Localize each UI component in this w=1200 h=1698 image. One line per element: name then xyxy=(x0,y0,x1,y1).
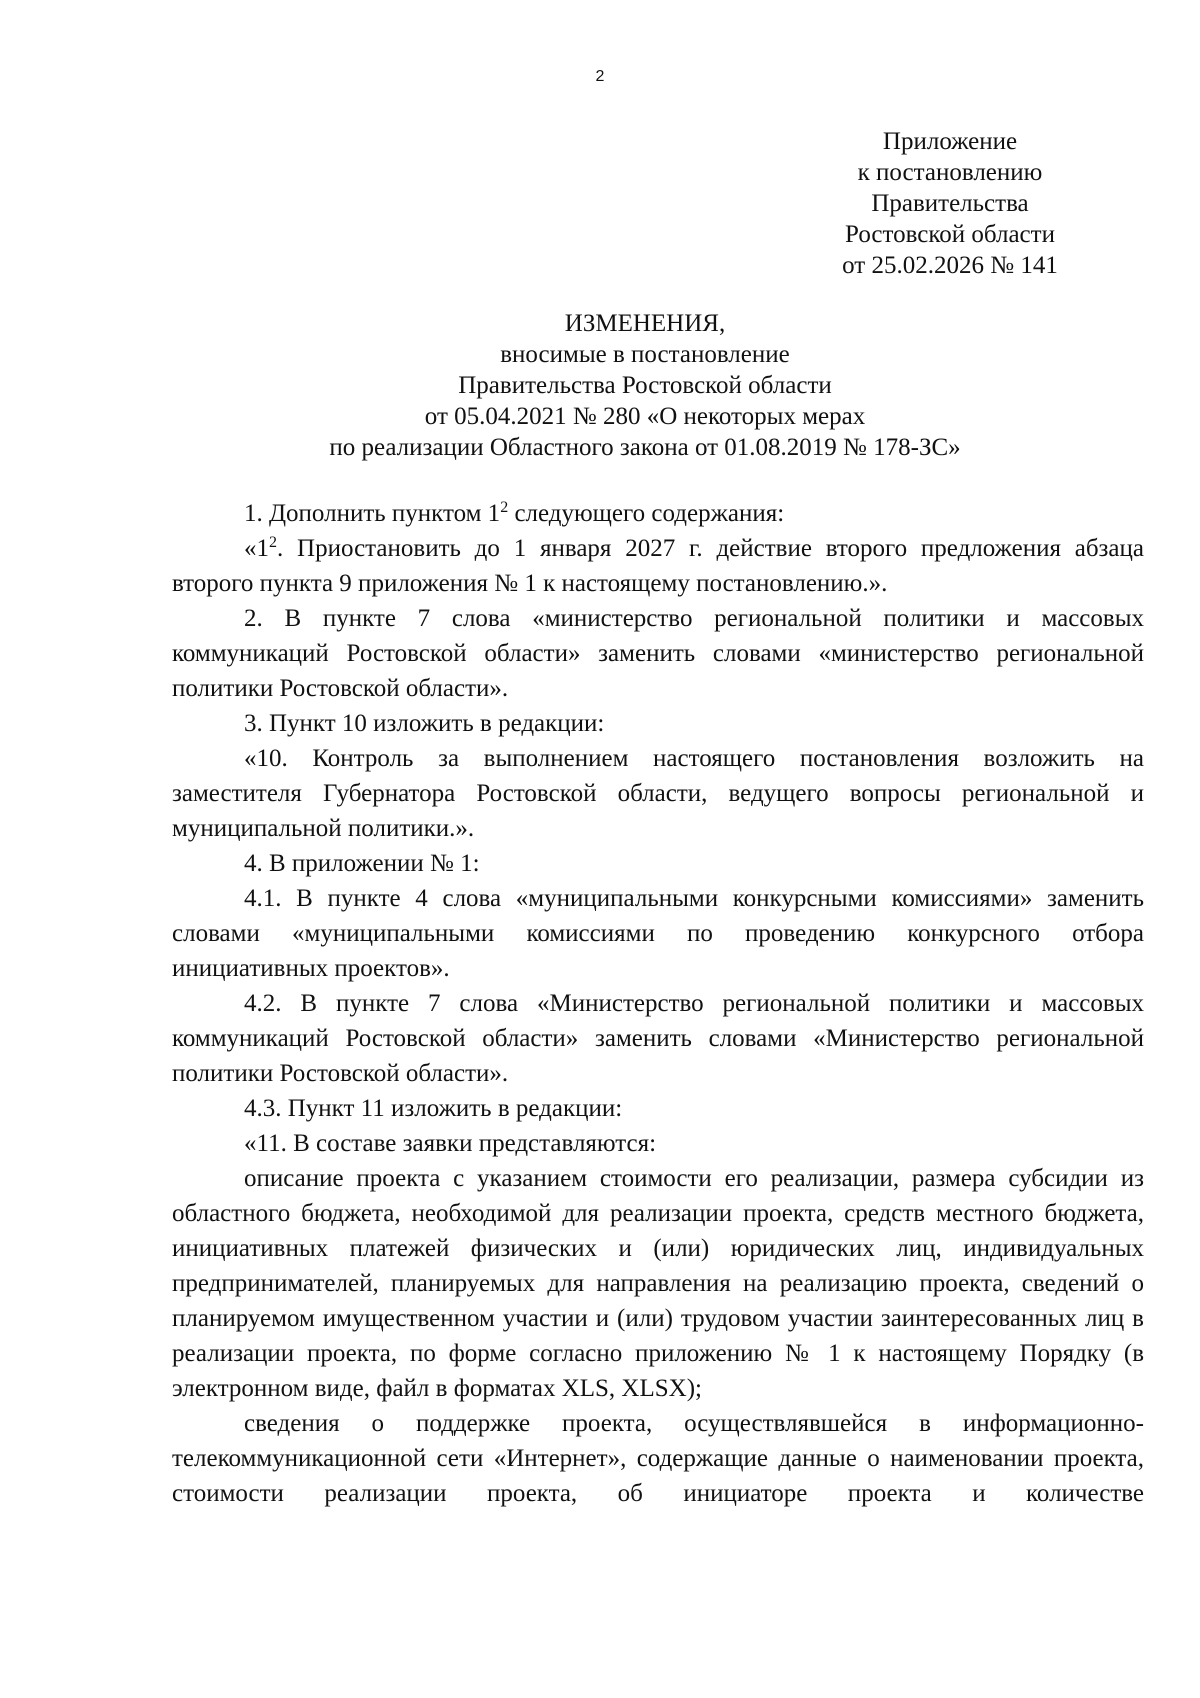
paragraph-text: «1 xyxy=(244,535,269,562)
paragraph-item-4-3: 4.3. Пункт 11 изложить в редакции: xyxy=(244,1095,623,1122)
appendix-line: Ростовской области xyxy=(845,221,1055,248)
paragraph-item-11-heading: «11. В составе заявки представляются: xyxy=(244,1130,657,1157)
appendix-line: от 25.02.2026 № 141 xyxy=(842,252,1058,279)
appendix-header xyxy=(830,126,1070,281)
document-title xyxy=(0,308,1200,463)
appendix-line: Приложение xyxy=(882,128,1018,155)
title-line: Правительства Ростовской области xyxy=(458,372,832,399)
paragraph-item-1 xyxy=(172,496,1144,531)
page-number: 2 xyxy=(595,68,605,85)
paragraph-text: 1. Дополнить пунктом 1 xyxy=(244,500,501,527)
appendix-line: Правительства xyxy=(871,190,1029,217)
paragraph-item-4: 4. В приложении № 1: xyxy=(244,850,480,877)
paragraph-item-11-support: сведения о поддержке проекта, осуществлявшейся в информационно-телекоммуникационной сети «Интернет», содержащие данные о наименовании проекта, стоимости реализации проекта, об инициаторе проекта и количестве xyxy=(172,1410,1144,1507)
paragraph-item-3-text: «10. Контроль за выполнением настоящего постановления возложить на заместителя Губернатора Ростовской области, ведущего вопросы региональной и муниципальной политики.». xyxy=(172,745,1144,842)
title-line: вносимые в постановление xyxy=(500,341,790,368)
paragraph-item-4-2: 4.2. В пункте 7 слова «Министерство региональной политики и массовых коммуникаций Ростовской области» заменить словами «Министерство региональной политики Ростовской области». xyxy=(172,990,1144,1087)
paragraph-text: . Приостановить до 1 января 2027 г. действие второго предложения абзаца второго пункта 9 приложения № 1 к настоящему постановлению.». xyxy=(172,535,1144,597)
appendix-line: к постановлению xyxy=(857,159,1043,186)
paragraph-text: следующего содержания: xyxy=(508,500,785,527)
paragraph-item-2: 2. В пункте 7 слова «министерство региональной политики и массовых коммуникаций Ростовской области» заменить словами «министерство региональной политики Ростовской области». xyxy=(172,605,1144,702)
title-line: от 05.04.2021 № 280 «О некоторых мерах xyxy=(424,403,866,430)
superscript: 2 xyxy=(269,534,277,551)
paragraph-item-4-1: 4.1. В пункте 4 слова «муниципальными конкурсными комиссиями» заменить словами «муниципальными комиссиями по проведению конкурсного отбора инициативных проектов». xyxy=(172,885,1144,982)
paragraph-item-11-description: описание проекта с указанием стоимости его реализации, размера субсидии из областного бюджета, необходимой для реализации проекта, средств местного бюджета, инициативных платежей физических и (или) юридических лиц, индивидуальных предпринимателей, планируемых для направления на реализацию проекта, сведений о планируемом имущественном участии и (или) трудовом участии заинтересованных лиц в реализации проекта, по форме согласно приложению № 1 к настоящему Порядку (в электронном виде, файл в форматах XLS, XLSX); xyxy=(172,1165,1144,1402)
document-body xyxy=(172,496,1144,1511)
paragraph-item-1-text xyxy=(172,531,1144,601)
superscript: 2 xyxy=(500,499,509,516)
title-line: по реализации Областного закона от 01.08.2019 № 178-ЗС» xyxy=(329,434,961,461)
title-heading: ИЗМЕНЕНИЯ, xyxy=(564,310,726,337)
paragraph-item-3: 3. Пункт 10 изложить в редакции: xyxy=(244,710,605,737)
